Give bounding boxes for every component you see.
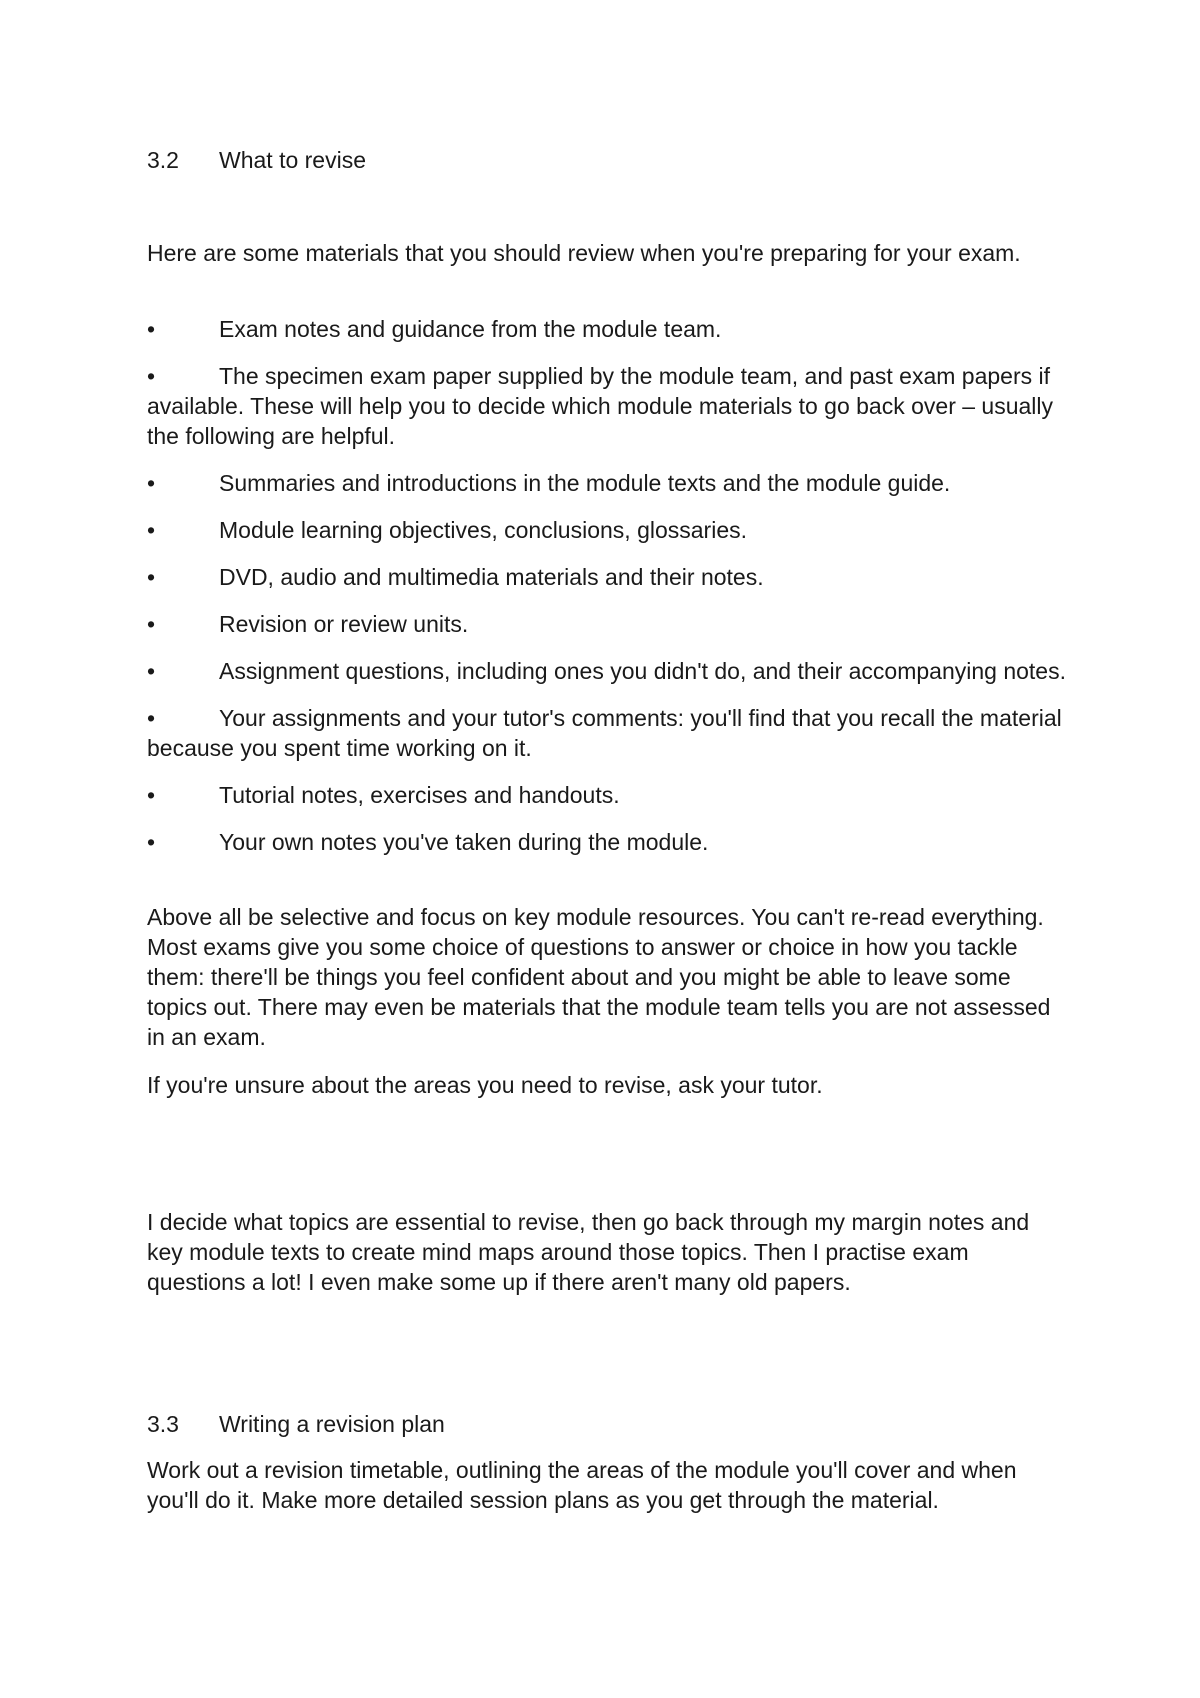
section-title: What to revise — [219, 147, 366, 173]
ask-tutor-paragraph: If you're unsure about the areas you need to revise, ask your tutor. — [147, 1072, 823, 1098]
bullet-symbol: • — [147, 829, 156, 855]
list-item: • Your assignments and your tutor's comments: you'll find that you recall the material because you spent time working on it. — [147, 705, 1062, 761]
revision-plan-paragraph: Work out a revision timetable, outlining the areas of the module you'll cover and when you'll do it. Make more detailed session plans as you get through the material. — [147, 1457, 1017, 1513]
document-page — [147, 0, 1067, 1698]
list-item: • Tutorial notes, exercises and handouts. — [147, 782, 620, 808]
list-item: • Module learning objectives, conclusions, glossaries. — [147, 517, 748, 543]
bullet-symbol: • — [147, 564, 156, 590]
bullet-symbol: • — [147, 363, 156, 389]
list-item: • Your own notes you've taken during the module. — [147, 829, 709, 855]
section-title: Writing a revision plan — [219, 1411, 445, 1437]
bullet-symbol: • — [147, 517, 156, 543]
list-item: • Assignment questions, including ones you didn't do, and their accompanying notes. — [147, 658, 1066, 684]
materials-list — [147, 314, 1067, 874]
student-quote: I decide what topics are essential to revise, then go back through my margin notes and key module texts to create mind maps around those topics. Then I practise exam questions a lot! I even make some up if there aren't many old papers. — [147, 1209, 1030, 1295]
bullet-symbol: • — [147, 705, 156, 731]
summary-paragraph: Above all be selective and focus on key module resources. You can't re-read everything. Most exams give you some choice of questions to answer or choice in how you tackle them: there'll be things you feel confident about and you might be able to leave some topics out. There may even be materials that the module team tells you are not assessed in an exam. — [147, 904, 1051, 1050]
list-item: • Exam notes and guidance from the module team. — [147, 316, 722, 342]
bullet-symbol: • — [147, 611, 156, 637]
section-heading-3-2 — [147, 145, 366, 175]
section-number: 3.2 — [147, 147, 179, 173]
list-item: • Revision or review units. — [147, 611, 469, 637]
section-heading-3-3 — [147, 1409, 445, 1439]
list-item: • The specimen exam paper supplied by the module team, and past exam papers if available. These will help you to decide which module materials to go back over – usually the following are helpful. — [147, 363, 1054, 449]
list-item: • Summaries and introductions in the module texts and the module guide. — [147, 470, 951, 496]
bullet-symbol: • — [147, 782, 156, 808]
bullet-symbol: • — [147, 658, 156, 684]
section-number: 3.3 — [147, 1411, 179, 1437]
bullet-symbol: • — [147, 470, 156, 496]
intro-paragraph: Here are some materials that you should review when you're preparing for your exam. — [147, 240, 1021, 266]
bullet-symbol: • — [147, 316, 156, 342]
list-item: • DVD, audio and multimedia materials and their notes. — [147, 564, 764, 590]
